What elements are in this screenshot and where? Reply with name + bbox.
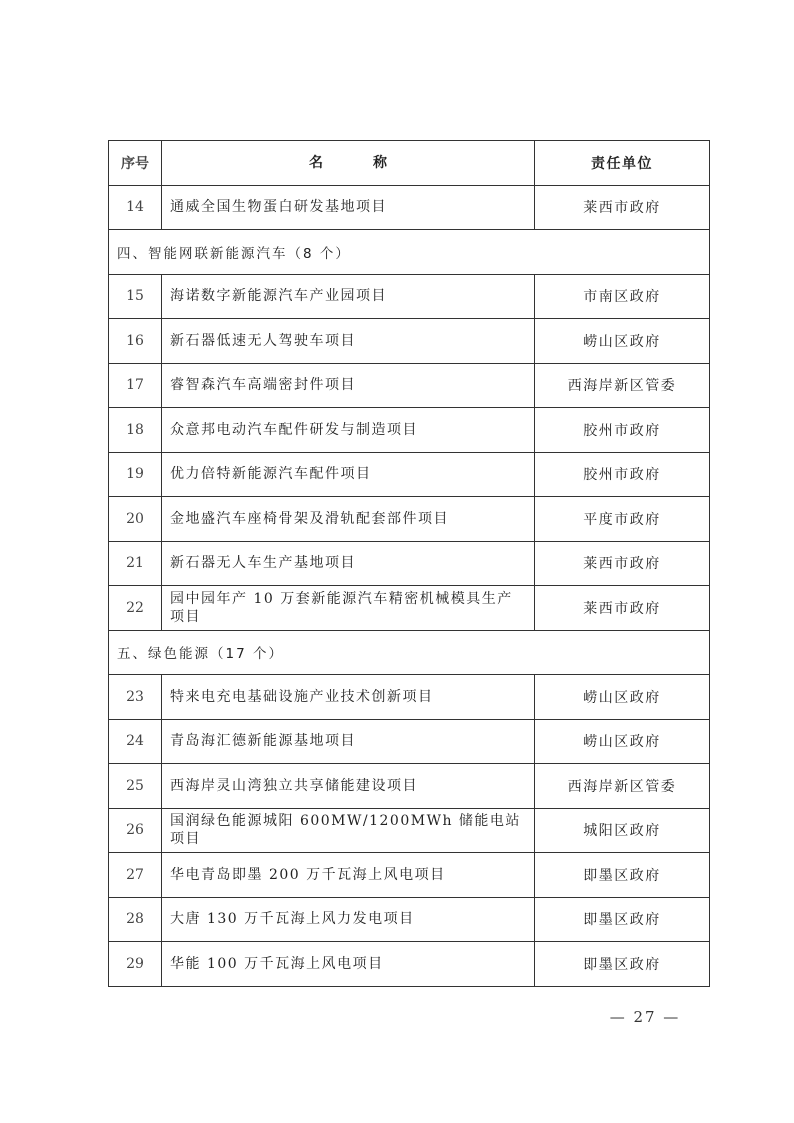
project-name-cell: 睿智森汽车高端密封件项目 [162, 363, 535, 408]
serial-number-cell: 16 [109, 319, 162, 364]
responsible-unit-cell: 即墨区政府 [535, 897, 710, 942]
responsible-unit-cell: 即墨区政府 [535, 853, 710, 898]
serial-number-cell: 27 [109, 853, 162, 898]
serial-number-cell: 29 [109, 942, 162, 987]
serial-number-cell: 17 [109, 363, 162, 408]
project-name-cell: 华能 100 万千瓦海上风电项目 [162, 942, 535, 987]
project-name-cell: 特来电充电基础设施产业技术创新项目 [162, 675, 535, 720]
project-table [108, 140, 710, 987]
serial-number-cell: 18 [109, 408, 162, 453]
page-number: — 27 — [609, 1008, 681, 1026]
project-name-cell: 园中园年产 10 万套新能源汽车精密机械模具生产项目 [162, 586, 535, 631]
responsible-unit-cell: 西海岸新区管委 [535, 764, 710, 809]
table-row [109, 319, 710, 364]
table-row [109, 675, 710, 720]
table-row [109, 808, 710, 853]
serial-number-cell: 24 [109, 719, 162, 764]
section-header-row [109, 230, 710, 275]
table-body [109, 185, 710, 986]
section-title: 五、绿色能源（17 个） [109, 630, 710, 675]
project-name-cell: 海诺数字新能源汽车产业园项目 [162, 274, 535, 319]
table-row [109, 363, 710, 408]
table-header-row [109, 141, 710, 186]
table-row [109, 541, 710, 586]
responsible-unit-cell: 莱西市政府 [535, 586, 710, 631]
project-name-cell: 新石器无人车生产基地项目 [162, 541, 535, 586]
serial-number-cell: 14 [109, 185, 162, 230]
responsible-unit-cell: 胶州市政府 [535, 408, 710, 453]
serial-number-cell: 15 [109, 274, 162, 319]
serial-number-cell: 21 [109, 541, 162, 586]
header-serial-number: 序号 [109, 141, 162, 186]
project-name-cell: 西海岸灵山湾独立共享储能建设项目 [162, 764, 535, 809]
responsible-unit-cell: 即墨区政府 [535, 942, 710, 987]
serial-number-cell: 20 [109, 497, 162, 542]
section-header-row [109, 630, 710, 675]
project-name-cell: 众意邦电动汽车配件研发与制造项目 [162, 408, 535, 453]
responsible-unit-cell: 崂山区政府 [535, 719, 710, 764]
project-name-cell: 优力倍特新能源汽车配件项目 [162, 452, 535, 497]
table-row [109, 897, 710, 942]
project-name-cell: 大唐 130 万千瓦海上风力发电项目 [162, 897, 535, 942]
table-row [109, 719, 710, 764]
table-row [109, 452, 710, 497]
table-row [109, 408, 710, 453]
table-row [109, 185, 710, 230]
header-name-char-1: 名 [309, 154, 325, 171]
serial-number-cell: 28 [109, 897, 162, 942]
responsible-unit-cell: 西海岸新区管委 [535, 363, 710, 408]
responsible-unit-cell: 城阳区政府 [535, 808, 710, 853]
header-name-char-2: 称 [373, 154, 389, 171]
project-name-cell: 青岛海汇德新能源基地项目 [162, 719, 535, 764]
project-name-cell: 金地盛汽车座椅骨架及滑轨配套部件项目 [162, 497, 535, 542]
responsible-unit-cell: 崂山区政府 [535, 675, 710, 720]
responsible-unit-cell: 胶州市政府 [535, 452, 710, 497]
project-name-cell: 华电青岛即墨 200 万千瓦海上风电项目 [162, 853, 535, 898]
project-name-cell: 国润绿色能源城阳 600MW/1200MWh 储能电站项目 [162, 808, 535, 853]
table-row [109, 274, 710, 319]
project-name-cell: 通威全国生物蛋白研发基地项目 [162, 185, 535, 230]
responsible-unit-cell: 平度市政府 [535, 497, 710, 542]
table-row [109, 942, 710, 987]
serial-number-cell: 22 [109, 586, 162, 631]
header-name [162, 141, 535, 186]
project-name-cell: 新石器低速无人驾驶车项目 [162, 319, 535, 364]
serial-number-cell: 25 [109, 764, 162, 809]
responsible-unit-cell: 莱西市政府 [535, 541, 710, 586]
table-row [109, 764, 710, 809]
table-row [109, 497, 710, 542]
header-responsible-unit: 责任单位 [535, 141, 710, 186]
serial-number-cell: 23 [109, 675, 162, 720]
table-row [109, 853, 710, 898]
responsible-unit-cell: 莱西市政府 [535, 185, 710, 230]
responsible-unit-cell: 市南区政府 [535, 274, 710, 319]
responsible-unit-cell: 崂山区政府 [535, 319, 710, 364]
serial-number-cell: 26 [109, 808, 162, 853]
table-row [109, 586, 710, 631]
serial-number-cell: 19 [109, 452, 162, 497]
section-title: 四、智能网联新能源汽车（8 个） [109, 230, 710, 275]
